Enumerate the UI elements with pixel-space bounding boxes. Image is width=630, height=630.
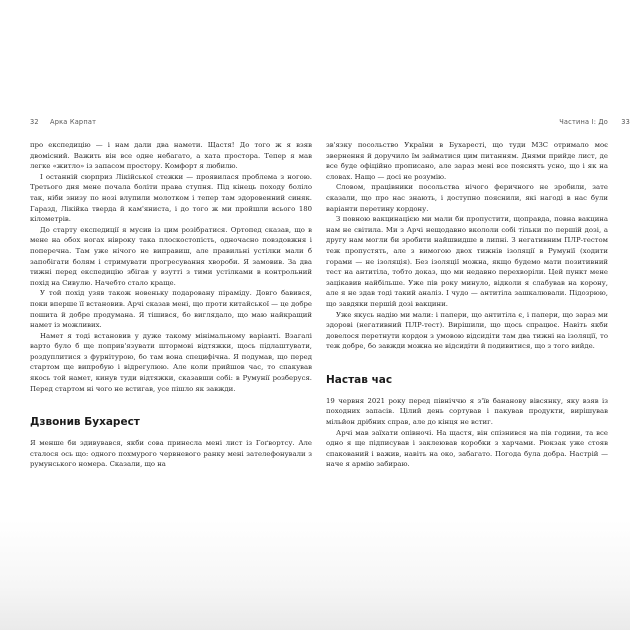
right-running-head [326, 118, 630, 128]
right-paragraph: Уже якусь надію ми мали: і папери, що антитіла є, і папери, що зараз ми здорові (негативний ПЛР-тест). Вирішили, що щось спрацює. Навіть якби довелося перетнути кордон з умовою відсидіти там два тижні на ізоляції, то теж добре, бо завжди можна не відсидіти й подивитися, що з того вийде. [326, 310, 608, 351]
right-paragraph: Арчі мав заїхати опівночі. На щастя, він спізнився на пів години, та все одно я ще підписував і заклеював коробки з харчами. Рюкзак уже стояв спакований і важив, навіть на око, забагато. Погода була добра. Настрій — наче я армію забираю. [326, 428, 608, 469]
right-paragraph: З повною вакцинацією ми мали би пропустити, щоправда, повна вакцина нам не світила. Ми з Арчі нещодавно вкололи собі тільки по першій дозі, а другу нам могли би зробити найшвидше в липні. З негативним ПЛР-тестом теж пропустять, але з вимогою двох тижнів ізоляції в Румунії (ходити горами — не ізоляція). Без ізоляції можна, якщо будемо мати позитивний тест на антитіла, тобто доказ, що ми недавно перехворіли. Цей пункт мене зацікавив найбільше. Уже пів року минуло, відколи я слабував на корону, але я не здав тоді такий аналіз. І чудо — антитіла зашкалювали. Підозрюю, що завдяки першій дозі вакцини. [326, 215, 608, 308]
left-page-number: 32 [30, 118, 39, 126]
right-paragraph: 19 червня 2021 року перед північчю я з'їв бананову вівсянку, яку взяв із походних запасів. Цілий день сортував і пакував продукти, вирішував мільйон дрібних справ, але до кінця не встиг. [326, 396, 608, 427]
right-page-number: 33 [621, 118, 630, 126]
left-paragraph: про експедицію — і нам дали два намети. Щастя! До того ж я взяв двомісний. Важить він все одне небагато, а хата простора. Тепер я мав легке «житло» із запасом простору. Комфорт я любилю. [30, 141, 312, 171]
left-paragraph: Я менше би здивувався, якби сова принесла мені лист із Гоґвортсу. Але сталося ось що: одного похмурого червневого ранку мені зателефонували з румунського номера. Сказали, що на [30, 439, 312, 469]
left-paragraph: Намет я тоді встановив у дуже такому мінімальному варіанті. Взагалі варто було б ще поприв'язувати штормові відтяжки, щось підлаштувати, роздуплитися з фурнітурою, бо там вона специфічна. Я подумав, що перед стартом ще випробую і відрегулюю. Але коли прийшов час, то спакував якось той намет, кинув туди відтяжки, сказавши собі: в Румунії розберуся. Перед стартом ні чого не встигав, усе пішло як завжди. [30, 331, 312, 393]
left-page [30, 118, 312, 470]
section-heading-time-has-come: Настав час [326, 373, 393, 386]
left-running-title: Арка Карпат [50, 118, 97, 126]
left-body-text [30, 140, 312, 470]
left-running-head [30, 118, 312, 128]
right-body-text [326, 140, 608, 470]
right-paragraph: Словом, працівники посольства нічого феричного не зробили, зате сказали, що про нас знають, і доступно пояснили, які нагоді в нас були варіанти перетину кордону. [326, 183, 608, 213]
left-paragraph: У той похід узяв також новеньку подаровану піраміду. Довго бавився, поки вперше її встановив. Арчі сказав мені, що проти китайської — це добре пошита й добре продумана. Я тішився, бо виглядало, що маю найкращий намет із можливих. [30, 289, 312, 330]
section-heading-bucharest: Дзвонив Бухарест [30, 416, 140, 429]
page-bottom-shadow [0, 520, 630, 630]
right-page [326, 118, 630, 470]
left-paragraph: До старту експедиції я мусив із цим розібратися. Ортопед сказав, що в мене на обох ногах нівроку така плоскостопість, одночасно повздовжня і поперечна. Там уже нічого не виправиш, але правильні устілки мали б запобігати болям і стримувати прогресування хвороби. Я замовив. За два тижні перед експедицію збігав у взутті з тими устілками в контрольний похід на Сивулю. Начебто стало краще. [30, 225, 312, 287]
right-paragraph: зв'язку посольство України в Бухаресті, що туди МЗС отримало моє звернення й доручило їм займатися цим питанням. Днями прийде лист, де все буде офіційно прописано, але зараз мені все пояснять усно, що і як на словах. Нащо — досі не розумію. [326, 141, 608, 181]
right-running-title: Частина І: До [559, 118, 608, 126]
left-paragraph: І останній сюрприз Лікійської стежки — проявилася проблема з ногою. Третього дня мене почала боліти права ступня. Під кінець походу боліло так, ніби знизу по нозі влупили молотком і тепер там здоровенний синяк. Гаразд, Лікійка тверда й кам'яниста, і до того ж ми пройшли всього 180 кілометрів. [30, 172, 312, 224]
